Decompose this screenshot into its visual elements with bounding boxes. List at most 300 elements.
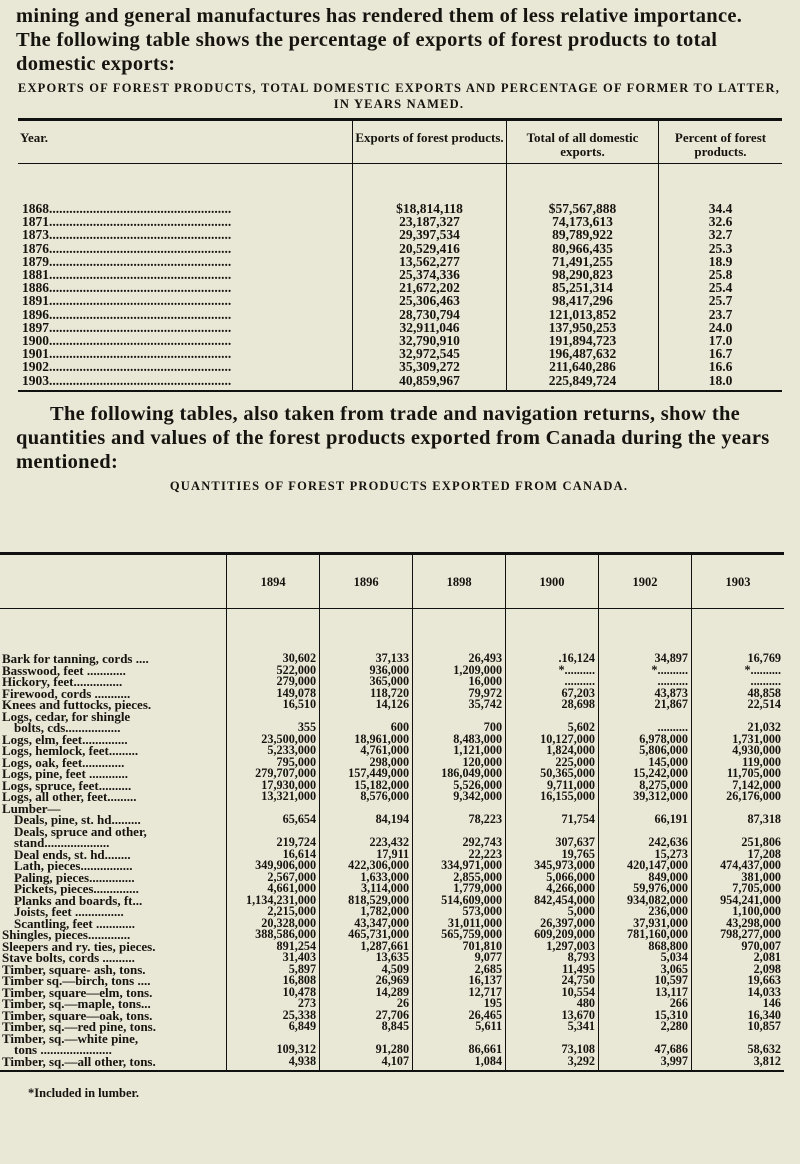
value-cell: 30,602 (227, 609, 320, 665)
value-cell: 345,973,000 (506, 860, 599, 872)
table1-header-percent: Percent of forest products. (659, 120, 783, 164)
value-cell: 273 (227, 998, 320, 1010)
dot-leader: ...................................................... (49, 227, 232, 243)
value-cell: 39,312,000 (599, 791, 692, 803)
value-cell: 18,961,000 (320, 734, 413, 746)
value-cell: 4,266,000 (506, 883, 599, 895)
row-label: Timber, square—oak, tons. (2, 1007, 153, 1023)
year-cell: 1879...................................................... (22, 253, 232, 269)
forest-exports-cell: 25,374,336 (353, 268, 507, 281)
value-cell: 1,100,000 (691, 906, 784, 918)
year-cell: 1902...................................................... (22, 359, 232, 375)
value-cell: 522,000 (227, 665, 320, 677)
row-label: Timber, sq.—white pine, (2, 1030, 139, 1046)
table2-header-year: 1898 (413, 554, 506, 609)
value-cell: 26,493 (413, 609, 506, 665)
table2-header-year: 1894 (227, 554, 320, 609)
row-label: tons ...................... (14, 1042, 112, 1057)
total-exports-cell: 74,173,613 (507, 215, 659, 228)
total-exports-cell: 121,013,852 (507, 308, 659, 321)
value-cell: 16,808 (227, 975, 320, 987)
row-label: Logs, cedar, for shingle (2, 708, 131, 724)
row-label: Timber, sq.—red pine, tons. (2, 1019, 156, 1034)
value-cell: 10,554 (506, 987, 599, 999)
value-cell: 43,347,000 (320, 918, 413, 930)
table2-container (0, 552, 800, 1101)
value-cell: 15,310 (599, 1010, 692, 1022)
percent-cell: 34.4 (659, 164, 783, 216)
value-cell: 5,526,000 (413, 780, 506, 792)
value-cell: 465,731,000 (320, 929, 413, 941)
value-cell: 31,403 (227, 952, 320, 964)
value-cell: 28,698 (506, 699, 599, 711)
dot-leader: ...................................................... (49, 333, 232, 349)
value-cell: 219,724 (227, 837, 320, 849)
value-cell: 8,483,000 (413, 734, 506, 746)
table2-header-year: 1900 (506, 554, 599, 609)
percent-cell: 25.8 (659, 268, 783, 281)
value-cell: 5,341 (506, 1021, 599, 1033)
value-cell: .......... (691, 676, 784, 688)
value-cell: 970,007 (691, 941, 784, 953)
value-cell: 307,637 (506, 837, 599, 849)
value-cell: .......... (599, 676, 692, 688)
value-cell: 4,938 (227, 1056, 320, 1072)
year-cell: 1896...................................................... (22, 306, 232, 322)
value-cell: 66,191 (599, 814, 692, 826)
value-cell: 37,133 (320, 609, 413, 665)
dot-leader: ...................................................... (49, 280, 232, 296)
value-cell: .16,124 (506, 609, 599, 665)
value-cell: 4,930,000 (691, 745, 784, 757)
value-cell: *.......... (599, 665, 692, 677)
value-cell: 251,806 (691, 837, 784, 849)
value-cell: 19,765 (506, 849, 599, 861)
value-cell: 868,800 (599, 941, 692, 953)
row-label: Hickory, feet............... (2, 674, 123, 689)
row-label: stand.................... (14, 835, 110, 850)
table1-header-total-exports: Total of all domestic exports. (507, 120, 659, 164)
value-cell: 5,000 (506, 906, 599, 918)
total-exports-cell: 211,640,286 (507, 360, 659, 373)
dot-leader: ...................................................... (49, 214, 232, 230)
value-cell: 13,117 (599, 987, 692, 999)
row-label: Sleepers and ry. ties, pieces. (2, 938, 156, 954)
value-cell: 573,000 (413, 906, 506, 918)
value-cell: 7,142,000 (691, 780, 784, 792)
row-label: Logs, oak, feet............. (2, 754, 125, 770)
value-cell: 8,845 (320, 1021, 413, 1033)
row-label: Knees and futtocks, pieces. (2, 697, 152, 712)
value-cell: 47,686 (599, 1044, 692, 1056)
year-cell: 1901...................................................... (22, 346, 232, 362)
total-exports-cell: 98,417,296 (507, 294, 659, 307)
value-cell: 3,812 (691, 1056, 784, 1072)
quantities-table (0, 552, 784, 1072)
value-cell: 59,976,000 (599, 883, 692, 895)
dot-leader: ...................................................... (49, 359, 232, 375)
footnote: *Included in lumber. (28, 1086, 140, 1100)
row-label: Bark for tanning, cords .... (2, 651, 149, 666)
value-cell: 14,289 (320, 987, 413, 999)
value-cell: 1,084 (413, 1056, 506, 1072)
table2-header-row (0, 554, 784, 609)
percent-cell: 23.7 (659, 308, 783, 321)
forest-exports-cell: 28,730,794 (353, 308, 507, 321)
value-cell: 43,298,000 (691, 918, 784, 930)
value-cell: *.......... (506, 665, 599, 677)
forest-exports-cell: 32,911,046 (353, 321, 507, 334)
value-cell: 145,000 (599, 757, 692, 769)
value-cell: 157,449,000 (320, 768, 413, 780)
value-cell: 298,000 (320, 757, 413, 769)
value-cell: 4,661,000 (227, 883, 320, 895)
value-cell: 48,858 (691, 688, 784, 700)
intro-paragraph: mining and general manufactures has rendered them of less relative importance. The following table shows the percentage of exports of forest products to total domestic exports: (16, 5, 743, 75)
year-cell: 1881...................................................... (22, 267, 232, 283)
value-cell: 71,754 (506, 814, 599, 826)
value-cell: 20,328,000 (227, 918, 320, 930)
value-cell: 2,215,000 (227, 906, 320, 918)
value-cell: 842,454,000 (506, 895, 599, 907)
total-exports-cell: 89,789,922 (507, 228, 659, 241)
dot-leader: ...................................................... (49, 346, 232, 362)
percent-cell: 17.0 (659, 334, 783, 347)
table2-caption: QUANTITIES OF FOREST PRODUCTS EXPORTED FROM CANADA. (169, 478, 629, 493)
value-cell: 14,033 (691, 987, 784, 999)
value-cell: 474,437,000 (691, 860, 784, 872)
table-row (0, 609, 784, 665)
row-label: Logs, pine, feet ............ (2, 766, 129, 781)
year-cell: 1897...................................................... (22, 319, 232, 335)
row-label: Deals, pine, st. hd......... (14, 812, 141, 827)
dot-leader: ...................................................... (49, 306, 232, 322)
value-cell: 781,160,000 (599, 929, 692, 941)
row-label: Deals, spruce and other, (14, 823, 147, 839)
value-cell: 87,318 (691, 814, 784, 826)
row-label: Timber, sq.—maple, tons... (2, 996, 151, 1011)
value-cell: 514,609,000 (413, 895, 506, 907)
value-cell: 609,209,000 (506, 929, 599, 941)
value-cell: 21,032 (691, 722, 784, 734)
table-row (18, 164, 782, 216)
value-cell: 365,000 (320, 676, 413, 688)
value-cell: 5,066,000 (506, 872, 599, 884)
value-cell: 58,632 (691, 1044, 784, 1056)
value-cell: 2,098 (691, 964, 784, 976)
value-cell: 35,742 (413, 699, 506, 711)
value-cell: 9,711,000 (506, 780, 599, 792)
value-cell: 84,194 (320, 814, 413, 826)
table1-body (18, 164, 782, 391)
total-exports-cell: 98,290,823 (507, 268, 659, 281)
value-cell: 91,280 (320, 1044, 413, 1056)
value-cell: 954,241,000 (691, 895, 784, 907)
value-cell: 5,897 (227, 964, 320, 976)
value-cell: 21,867 (599, 699, 692, 711)
value-cell: 600 (320, 722, 413, 734)
value-cell: 381,000 (691, 872, 784, 884)
exports-percentage-table (18, 118, 782, 392)
total-exports-cell: 137,950,253 (507, 321, 659, 334)
value-cell: 818,529,000 (320, 895, 413, 907)
value-cell: 79,972 (413, 688, 506, 700)
dot-leader: ...................................................... (49, 240, 232, 256)
year-cell: 1903...................................................... (22, 372, 232, 388)
percent-cell: 32.7 (659, 228, 783, 241)
percent-cell: 18.0 (659, 374, 783, 391)
percent-cell: 32.6 (659, 215, 783, 228)
value-cell: 14,126 (320, 699, 413, 711)
row-label: Paling, pieces.............. (14, 869, 135, 885)
value-cell: 1,297,003 (506, 941, 599, 953)
value-cell: 849,000 (599, 872, 692, 884)
value-cell: 9,342,000 (413, 791, 506, 803)
value-cell: 26 (320, 998, 413, 1010)
value-cell: 15,273 (599, 849, 692, 861)
value-cell: 23,500,000 (227, 734, 320, 746)
value-cell: 12,717 (413, 987, 506, 999)
total-exports-cell: $57,567,888 (507, 164, 659, 216)
value-cell: 480 (506, 998, 599, 1010)
value-cell: 5,806,000 (599, 745, 692, 757)
value-cell: 24,750 (506, 975, 599, 987)
value-cell: 279,707,000 (227, 768, 320, 780)
table1-header-forest-exports: Exports of forest products. (353, 120, 507, 164)
row-label: Logs, elm, feet.............. (2, 731, 128, 747)
value-cell: 27,706 (320, 1010, 413, 1022)
value-cell: 22,223 (413, 849, 506, 861)
row-label: Scantling, feet ............ (14, 915, 135, 931)
value-cell: 26,465 (413, 1010, 506, 1022)
value-cell: 146 (691, 998, 784, 1010)
value-cell: 16,510 (227, 699, 320, 711)
row-label: Firewood, cords ........... (2, 685, 131, 701)
value-cell: 349,906,000 (227, 860, 320, 872)
value-cell: 225,000 (506, 757, 599, 769)
value-cell: 242,636 (599, 837, 692, 849)
row-label: Logs, hemlock, feet......... (2, 743, 139, 758)
percent-cell: 24.0 (659, 321, 783, 334)
value-cell: 5,602 (506, 722, 599, 734)
value-cell: 3,997 (599, 1056, 692, 1072)
table1-header-year: Year. (18, 120, 353, 164)
year-cell: 1876...................................................... (22, 240, 232, 256)
value-cell: 11,495 (506, 964, 599, 976)
value-cell: 8,275,000 (599, 780, 692, 792)
value-cell: 10,478 (227, 987, 320, 999)
value-cell: 279,000 (227, 676, 320, 688)
value-cell: 109,312 (227, 1044, 320, 1056)
value-cell: 1,134,231,000 (227, 895, 320, 907)
value-cell: 6,849 (227, 1021, 320, 1033)
dot-leader: ...................................................... (49, 372, 232, 388)
value-cell: 7,705,000 (691, 883, 784, 895)
value-cell: 17,911 (320, 849, 413, 861)
value-cell: 149,078 (227, 688, 320, 700)
value-cell: 26,397,000 (506, 918, 599, 930)
value-cell: 1,731,000 (691, 734, 784, 746)
value-cell: 1,633,000 (320, 872, 413, 884)
page (16, 4, 782, 502)
value-cell: 701,810 (413, 941, 506, 953)
row-label: Logs, all other, feet......... (2, 789, 137, 804)
year-cell: 1873...................................................... (22, 227, 232, 243)
table-row (0, 1056, 784, 1072)
value-cell: 10,597 (599, 975, 692, 987)
percent-cell: 25.7 (659, 294, 783, 307)
forest-exports-cell: 25,306,463 (353, 294, 507, 307)
percent-cell: 25.4 (659, 281, 783, 294)
value-cell: 16,769 (691, 609, 784, 665)
value-cell: 236,000 (599, 906, 692, 918)
row-label: Shingles, pieces............. (2, 927, 131, 942)
value-cell: 16,614 (227, 849, 320, 861)
value-cell: 891,254 (227, 941, 320, 953)
table2-header-year: 1903 (691, 554, 784, 609)
total-exports-cell: 85,251,314 (507, 281, 659, 294)
value-cell: 934,082,000 (599, 895, 692, 907)
year-cell: 1868...................................................... (22, 201, 232, 216)
value-cell: 3,114,000 (320, 883, 413, 895)
value-cell: 1,779,000 (413, 883, 506, 895)
value-cell: 4,761,000 (320, 745, 413, 757)
value-cell: 334,971,000 (413, 860, 506, 872)
value-cell: .......... (599, 722, 692, 734)
value-cell: 8,793 (506, 952, 599, 964)
forest-exports-cell: 32,972,545 (353, 347, 507, 360)
value-cell: 15,182,000 (320, 780, 413, 792)
value-cell: 13,635 (320, 952, 413, 964)
second-paragraph: The following tables, also taken from trade and navigation returns, show the quantities and values of the forest products exported from Canada during the years mentioned: (16, 402, 770, 473)
value-cell: 2,855,000 (413, 872, 506, 884)
value-cell: 1,287,661 (320, 941, 413, 953)
value-cell: 5,034 (599, 952, 692, 964)
value-cell: 19,663 (691, 975, 784, 987)
value-cell: 50,365,000 (506, 768, 599, 780)
value-cell: 2,685 (413, 964, 506, 976)
table1-header-row (18, 120, 782, 164)
value-cell: 65,654 (227, 814, 320, 826)
total-exports-cell: 225,849,724 (507, 374, 659, 391)
forest-exports-cell: $18,814,118 (353, 164, 507, 216)
table-row (0, 791, 784, 803)
forest-exports-cell: 35,309,272 (353, 360, 507, 373)
row-label: Planks and boards, ft... (14, 892, 143, 908)
value-cell: 15,242,000 (599, 768, 692, 780)
value-cell: 795,000 (227, 757, 320, 769)
row-label: Timber sq.—birch, tons .... (2, 973, 151, 988)
value-cell: .......... (506, 676, 599, 688)
value-cell: 1,209,000 (413, 665, 506, 677)
year-cell: 1891...................................................... (22, 293, 232, 309)
row-label: bolts, cds................. (14, 720, 121, 735)
value-cell: 10,127,000 (506, 734, 599, 746)
table-row (18, 374, 782, 391)
value-cell: 2,280 (599, 1021, 692, 1033)
value-cell: 186,049,000 (413, 768, 506, 780)
value-cell: 223,432 (320, 837, 413, 849)
dot-leader: ...................................................... (49, 253, 232, 269)
row-label: Deal ends, st. hd........ (14, 846, 131, 862)
forest-exports-cell: 32,790,910 (353, 334, 507, 347)
value-cell: 25,338 (227, 1010, 320, 1022)
value-cell: 16,000 (413, 676, 506, 688)
total-exports-cell: 80,966,435 (507, 242, 659, 255)
value-cell: 16,155,000 (506, 791, 599, 803)
forest-exports-cell: 21,672,202 (353, 281, 507, 294)
row-label: Timber, square—elm, tons. (2, 984, 153, 1000)
value-cell: 700 (413, 722, 506, 734)
value-cell: 118,720 (320, 688, 413, 700)
value-cell: 798,277,000 (691, 929, 784, 941)
dot-leader: ...................................................... (49, 267, 232, 283)
value-cell: 22,514 (691, 699, 784, 711)
value-cell: 3,292 (506, 1056, 599, 1072)
forest-exports-cell: 20,529,416 (353, 242, 507, 255)
percent-cell: 18.9 (659, 255, 783, 268)
value-cell: 13,321,000 (227, 791, 320, 803)
forest-exports-cell: 29,397,534 (353, 228, 507, 241)
value-cell: 388,586,000 (227, 929, 320, 941)
row-label: Stave bolts, cords .......... (2, 950, 135, 965)
value-cell: 26,969 (320, 975, 413, 987)
total-exports-cell: 71,491,255 (507, 255, 659, 268)
value-cell: 78,223 (413, 814, 506, 826)
value-cell: 1,782,000 (320, 906, 413, 918)
value-cell: 37,931,000 (599, 918, 692, 930)
value-cell: 195 (413, 998, 506, 1010)
value-cell: 34,897 (599, 609, 692, 665)
value-cell: 16,340 (691, 1010, 784, 1022)
value-cell: 13,670 (506, 1010, 599, 1022)
dot-leader: ...................................................... (49, 201, 232, 216)
row-label: Lumber— (2, 800, 61, 816)
percent-cell: 25.3 (659, 242, 783, 255)
value-cell: 10,857 (691, 1021, 784, 1033)
value-cell: 5,611 (413, 1021, 506, 1033)
year-cell: 1900...................................................... (22, 333, 232, 349)
dot-leader: ...................................................... (49, 319, 232, 335)
value-cell: 67,203 (506, 688, 599, 700)
forest-exports-cell: 40,859,967 (353, 374, 507, 391)
row-label: Lath, pieces................ (14, 858, 133, 873)
forest-exports-cell: 23,187,327 (353, 215, 507, 228)
dot-leader: ...................................................... (49, 293, 232, 309)
value-cell: 2,567,000 (227, 872, 320, 884)
value-cell: 2,081 (691, 952, 784, 964)
table2-header-label (0, 554, 227, 609)
value-cell: 6,978,000 (599, 734, 692, 746)
value-cell: 31,011,000 (413, 918, 506, 930)
value-cell: *.......... (691, 665, 784, 677)
table2-header-year: 1902 (599, 554, 692, 609)
value-cell: 16,137 (413, 975, 506, 987)
total-exports-cell: 196,487,632 (507, 347, 659, 360)
row-label: Joists, feet ............... (14, 904, 124, 919)
value-cell: 9,077 (413, 952, 506, 964)
value-cell: 73,108 (506, 1044, 599, 1056)
value-cell: 26,176,000 (691, 791, 784, 803)
percent-cell: 16.7 (659, 347, 783, 360)
value-cell: 120,000 (413, 757, 506, 769)
value-cell: 1,824,000 (506, 745, 599, 757)
value-cell: 422,306,000 (320, 860, 413, 872)
value-cell: 420,147,000 (599, 860, 692, 872)
value-cell: 292,743 (413, 837, 506, 849)
row-label: Timber, sq.—all other, tons. (2, 1053, 156, 1069)
value-cell: 3,065 (599, 964, 692, 976)
